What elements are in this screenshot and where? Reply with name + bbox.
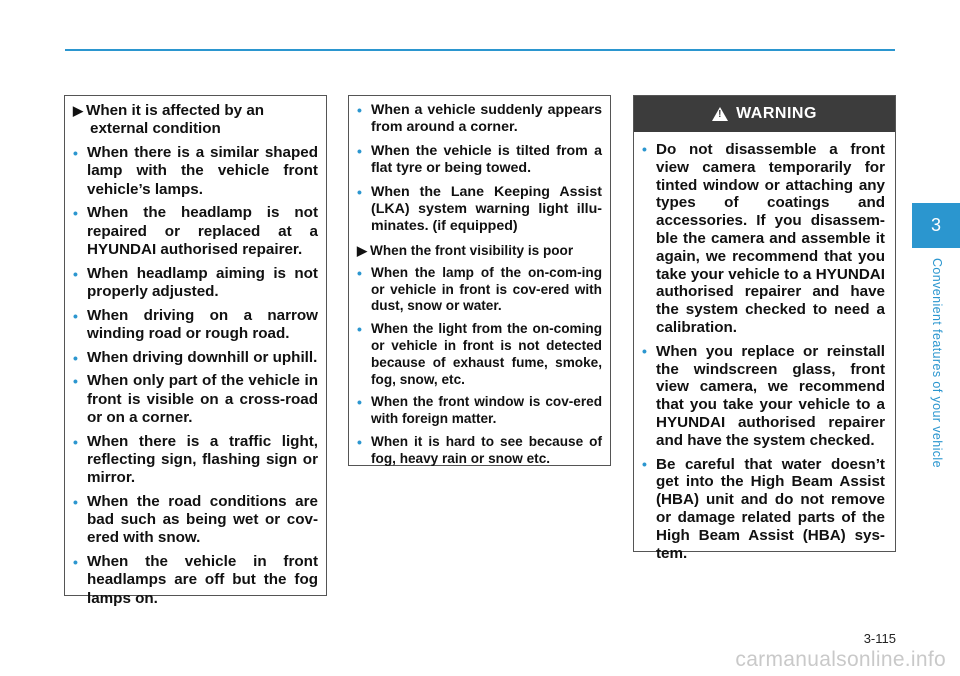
- list-item-text: When driving downhill or uphill.: [87, 348, 318, 366]
- condition-list-top: [357, 102, 602, 236]
- warning-list: [642, 141, 885, 562]
- list-item: [642, 141, 885, 337]
- bullet-icon: •: [357, 183, 362, 200]
- bullet-icon: •: [73, 265, 78, 282]
- external-condition-box: [64, 95, 327, 607]
- warning-title: WARNING: [736, 105, 817, 122]
- list-item-text: When you replace or reinstall the windscreen glass, front view camera, we recommend that you take your vehicle to a HYUNDAI authorised repairer and have the system checked.: [656, 342, 885, 449]
- list-item: [73, 144, 318, 199]
- section-heading-visibility: ▶ When the front visibility is poor: [357, 242, 574, 258]
- section-heading: ▶ When it is affected by an external condition: [73, 102, 318, 138]
- list-item-text: When the road conditions are bad such as being wet or cov-ered with snow.: [87, 492, 318, 547]
- bullet-icon: •: [642, 455, 647, 472]
- bullet-icon: •: [357, 434, 362, 451]
- list-item: [357, 394, 602, 428]
- watermark: carmanualsonline.info: [735, 648, 946, 671]
- list-item-text: When the Lane Keeping Assist (LKA) system warning light illu-minates. (if equipped): [371, 183, 602, 235]
- page-number: 3-115: [863, 631, 896, 646]
- bullet-icon: •: [357, 264, 362, 281]
- list-item: [73, 372, 318, 427]
- list-item: [73, 265, 318, 302]
- list-item-text: When the light from the on-coming or vehicle in front is not detected because of exhaust fume, smoke, fog, snow, etc.: [371, 321, 602, 387]
- list-item-text: When it is hard to see because of fog, heavy rain or snow etc.: [371, 434, 602, 466]
- list-item-text: When the vehicle is tilted from a flat tyre or being towed.: [371, 142, 602, 177]
- warning-box: [633, 95, 896, 562]
- warning-triangle-icon: !: [712, 107, 728, 121]
- list-item-text: When the headlamp is not repaired or replaced at a HYUNDAI authorised repairer.: [87, 204, 318, 258]
- arrow-right-icon: ▶: [73, 103, 83, 118]
- list-item: [357, 102, 602, 137]
- condition-list-bottom: [357, 265, 602, 468]
- bullet-icon: •: [73, 554, 78, 571]
- bullet-icon: •: [642, 141, 647, 157]
- list-item: [357, 434, 602, 468]
- visibility-box: [348, 95, 611, 466]
- bullet-icon: •: [357, 394, 362, 411]
- bullet-icon: •: [73, 145, 78, 161]
- list-item-text: When only part of the vehicle in front is visible on a cross-road or on a corner.: [87, 372, 318, 426]
- list-item-text: When there is a similar shaped lamp with the vehicle front vehicle’s lamps.: [87, 144, 318, 198]
- bullet-icon: •: [642, 342, 647, 359]
- bullet-icon: •: [73, 493, 78, 510]
- list-item-text: When a vehicle suddenly appears from around a corner.: [371, 102, 602, 136]
- bullet-icon: •: [357, 102, 362, 118]
- list-item: [357, 184, 602, 236]
- list-item-text: Do not disassemble a front view camera temporarily for tinted window or attaching any types of coatings and accessories. If you disassem-ble the camera and assemble it again, we recommend that you take your vehicle to a HYUNDAI authorised repairer and have the system checked to need a calibration.: [656, 141, 885, 336]
- list-item-text: When the vehicle in front headlamps are off but the fog lamps on.: [87, 553, 318, 607]
- list-item: [642, 343, 885, 450]
- list-item-text: When there is a traffic light, reflecting sign, flashing sign or mirror.: [87, 432, 318, 487]
- list-item: [357, 321, 602, 388]
- chapter-tab: 3: [912, 203, 960, 248]
- list-item-text: When driving on a narrow winding road or rough road.: [87, 306, 318, 342]
- heading-continuation: external condition: [90, 120, 221, 137]
- condition-list: [73, 144, 318, 608]
- list-item: [357, 265, 602, 315]
- arrow-right-icon: ▶: [357, 242, 367, 258]
- warning-header: [634, 96, 895, 132]
- list-item: [73, 493, 318, 548]
- bullet-icon: •: [73, 433, 78, 450]
- bullet-icon: •: [357, 321, 362, 338]
- list-item: [73, 433, 318, 488]
- list-item: [73, 307, 318, 344]
- list-item-text: When headlamp aiming is not properly adjusted.: [87, 264, 318, 300]
- bullet-icon: •: [73, 349, 78, 366]
- list-item: [73, 349, 318, 367]
- list-item: [642, 456, 885, 563]
- chapter-title: Convenient features of your vehicle: [930, 258, 944, 468]
- list-item-text: When the front window is cov-ered with foreign matter.: [371, 394, 602, 427]
- list-item: [73, 204, 318, 259]
- header-rule: [65, 49, 895, 51]
- bullet-icon: •: [73, 307, 78, 324]
- bullet-icon: •: [73, 373, 78, 390]
- list-item: [357, 143, 602, 178]
- list-item-text: When the lamp of the on-com-ing or vehicle in front is cov-ered with dust, snow or water.: [371, 264, 602, 314]
- bullet-icon: •: [73, 205, 78, 222]
- list-item: [73, 553, 318, 608]
- list-item-text: Be careful that water doesn’t get into the High Beam Assist (HBA) unit and do not remove or damage related parts of the High Beam Assist (HBA) sys-tem.: [656, 455, 885, 562]
- bullet-icon: •: [357, 142, 362, 159]
